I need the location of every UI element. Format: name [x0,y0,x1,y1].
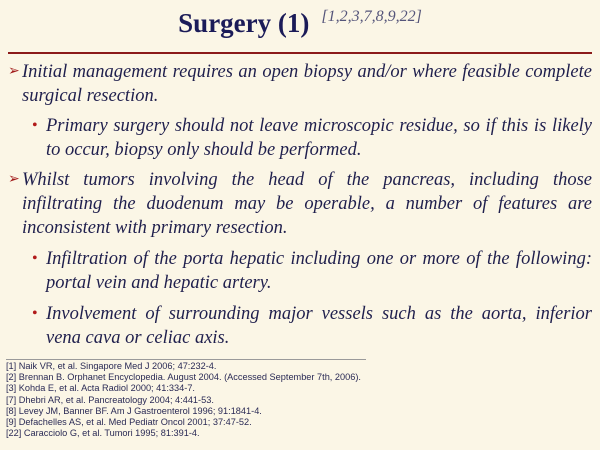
sub-bullet-item [8,302,592,350]
references-list [6,361,594,439]
bullet-item [8,60,592,108]
sub-bullet-text: Primary surgery should not leave microscopic residue, so if this is likely to occur, biopsy only should be performed. [46,116,592,160]
references-divider [6,359,366,360]
bullet-item [8,168,592,240]
dot-bullet-icon: • [32,305,38,322]
title-row [0,6,600,46]
bullet-text: Initial management requires an open biopsy and/or where feasible complete surgical resection. [22,62,592,106]
title-divider [8,52,592,54]
reference-item: [9] Defachelles AS, et al. Med Pediatr Oncol 2001; 37:47-52. [6,417,252,428]
sub-bullet-item [8,114,592,162]
reference-item: [8] Levey JM, Banner BF. Am J Gastroenterol 1996; 91:1841-4. [6,405,262,416]
dot-bullet-icon: • [32,250,38,267]
bullet-list [8,60,592,350]
title-citations: [1,2,3,7,8,9,22] [321,8,422,25]
slide-title: Surgery (1) [178,8,310,38]
arrow-bullet-icon: ➢ [8,64,20,79]
dot-bullet-icon: • [32,117,38,134]
reference-item: [7] Dhebri AR, et al. Pancreatology 2004; 4:441-53. [6,394,214,405]
sub-bullet-text: Infiltration of the porta hepatic including one or more of the following: portal vein and hepatic artery. [46,249,592,293]
sub-bullet-text: Involvement of surrounding major vessels such as the aorta, inferior vena cava or celiac axis. [46,304,592,348]
reference-item: [3] Kohda E, et al. Acta Radiol 2000; 41:334-7. [6,383,195,394]
reference-item: [22] Caracciolo G, et al. Tumori 1995; 81:391-4. [6,428,200,439]
bullet-text: Whilst tumors involving the head of the pancreas, including those infiltrating the duodenum may be operable, a number of features are inconsistent with primary resection. [22,170,592,238]
sub-bullet-item [8,247,592,295]
reference-item: [1] Naik VR, et al. Singapore Med J 2006; 47:232-4. [6,361,217,371]
arrow-bullet-icon: ➢ [8,172,20,187]
reference-item: [2] Brennan B. Orphanet Encyclopedia. August 2004. (Accessed September 7th, 2006). [6,372,361,383]
